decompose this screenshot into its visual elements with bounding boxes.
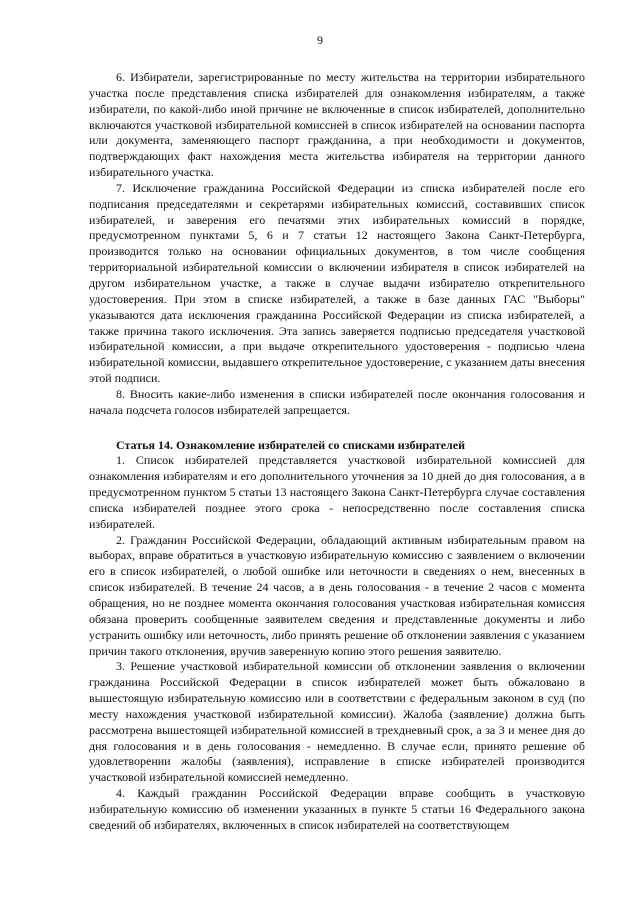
- article13-paragraph-6: 6. Избиратели, зарегистрированные по месту жительства на территории избирательного участка после представления списка избирателей для ознакомления избирателям, а также избиратели, по какой-либо иной причине не включенные в список избирателей, дополнительно включаются участковой избирательной комиссией в список избирателей на основании паспорта или документа, заменяющего паспорт гражданина, а при необходимости и документов, подтверждающих факт нахождения места жительства избирателя на территории данного избирательного участка.: [89, 70, 585, 180]
- article14-paragraph-2: 2. Гражданин Российской Федерации, обладающий активным избирательным правом на выборах, вправе обратиться в участковую избирательную комиссию с заявлением о включении его в список избирателей, о любой ошибке или неточности в сведениях о нем, внесенных в список избирателей. В течение 24 часов, а в день голосования - в течение 2 часов с момента обращения, но не позднее момента окончания голосования участковая избирательная комиссия обязана проверить сообщенные заявителем сведения и представленные документы и либо устранить ошибку или неточность, либо принять решение об отклонении заявления с указанием причин такого отклонения, вручив заверенную копию этого решения заявителю.: [89, 532, 585, 658]
- article14-paragraph-3: 3. Решение участковой избирательной комиссии об отклонении заявления о включении гражданина Российской Федерации в список избирателей может быть обжаловано в вышестоящую избирательную комиссию или в соответствии с федеральным законом в суд (по месту нахождения участковой избирательной комиссии). Жалоба (заявление) должна быть рассмотрена вышестоящей избирательной комиссией в трехдневный срок, а за 3 и менее дня до дня голосования и в день голосования - немедленно. В случае если, принято решение об удовлетворении жалобы (заявления), исправление в списке избирателей производится участковой избирательной комиссией немедленно.: [89, 659, 585, 785]
- article13-paragraph-7: 7. Исключение гражданина Российской Федерации из списка избирателей после его подписания председателями и секретарями избирательных комиссий, составивших список избирателей, и заверения его печатями этих избирательных комиссий в порядке, предусмотренном пунктами 5, 6 и 7 статьи 12 настоящего Закона Санкт-Петербурга, производится только на основании официальных документов, в том числе сообщения территориальной избирательной комиссии о включении избирателя в список избирателей на другом избирательном участке, а также в случае выдачи избирателю открепительного удостоверения. При этом в списке избирателей, а также в базе данных ГАС "Выборы" указываются дата исключения гражданина Российской Федерации из списка избирателей, а также причина такого исключения. Эта запись заверяется подписью председателя участковой избирательной комиссии, а при выдаче открепительного удостоверения - подписью члена избирательной комиссии, выдавшего открепительное удостоверение, с указанием даты внесения этой подписи.: [89, 180, 585, 386]
- article13-paragraph-8: 8. Вносить какие-либо изменения в списки избирателей после окончания голосования и начала подсчета голосов избирателей запрещается.: [89, 386, 585, 417]
- article14-paragraph-4: 4. Каждый гражданин Российской Федерации вправе сообщить в участковую избирательную комиссию об изменении указанных в пункте 5 статьи 16 Федерального закона сведений об избирателях, включенных в список избирателей на соответствующем: [89, 786, 585, 832]
- page-number: 9: [317, 33, 323, 47]
- article14-paragraph-1: 1. Список избирателей представляется участковой избирательной комиссией для ознакомления избирателям и его дополнительного уточнения за 10 дней до дня голосования, а в предусмотренном пунктом 5 статьи 13 настоящего Закона Санкт-Петербурга случае составления списка избирателей позднее этого срока - непосредственно после составления списка избирателей.: [89, 453, 585, 531]
- document-body: [89, 70, 585, 834]
- article14-heading: Статья 14. Ознакомление избирателей со списками избирателей: [116, 437, 465, 452]
